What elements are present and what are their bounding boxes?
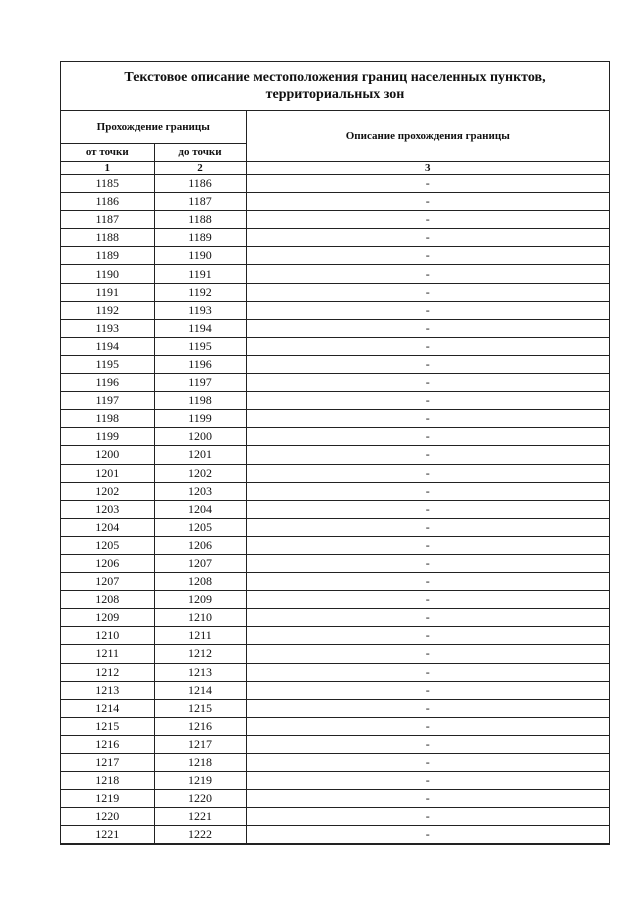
cell-description: - xyxy=(246,536,609,554)
cell-description: - xyxy=(246,355,609,373)
cell-to-point: 1189 xyxy=(154,229,246,247)
cell-from-point: 1198 xyxy=(61,410,154,428)
cell-description: - xyxy=(246,374,609,392)
cell-description: - xyxy=(246,247,609,265)
cell-from-point: 1186 xyxy=(61,193,154,211)
cell-to-point: 1204 xyxy=(154,500,246,518)
cell-description: - xyxy=(246,482,609,500)
cell-to-point: 1190 xyxy=(154,247,246,265)
table-row xyxy=(61,627,609,645)
cell-to-point: 1195 xyxy=(154,337,246,355)
cell-to-point: 1199 xyxy=(154,410,246,428)
cell-description: - xyxy=(246,464,609,482)
table-row xyxy=(61,500,609,518)
cell-from-point: 1201 xyxy=(61,464,154,482)
table-row xyxy=(61,446,609,464)
cell-from-point: 1191 xyxy=(61,283,154,301)
cell-description: - xyxy=(246,591,609,609)
table-row xyxy=(61,319,609,337)
cell-description: - xyxy=(246,681,609,699)
column-number-2: 2 xyxy=(154,162,246,175)
table-row xyxy=(61,301,609,319)
cell-from-point: 1190 xyxy=(61,265,154,283)
table-row xyxy=(61,591,609,609)
cell-from-point: 1221 xyxy=(61,826,154,844)
cell-from-point: 1204 xyxy=(61,518,154,536)
cell-description: - xyxy=(246,410,609,428)
cell-to-point: 1222 xyxy=(154,826,246,844)
table-row xyxy=(61,735,609,753)
table-row xyxy=(61,699,609,717)
cell-to-point: 1203 xyxy=(154,482,246,500)
cell-to-point: 1215 xyxy=(154,699,246,717)
cell-to-point: 1197 xyxy=(154,374,246,392)
cell-from-point: 1188 xyxy=(61,229,154,247)
table-row xyxy=(61,573,609,591)
column-number-3: 3 xyxy=(246,162,609,175)
cell-description: - xyxy=(246,446,609,464)
cell-description: - xyxy=(246,428,609,446)
cell-from-point: 1205 xyxy=(61,536,154,554)
cell-description: - xyxy=(246,699,609,717)
cell-from-point: 1220 xyxy=(61,808,154,826)
cell-to-point: 1188 xyxy=(154,211,246,229)
cell-to-point: 1221 xyxy=(154,808,246,826)
cell-from-point: 1185 xyxy=(61,175,154,193)
table-row xyxy=(61,663,609,681)
cell-to-point: 1194 xyxy=(154,319,246,337)
cell-from-point: 1207 xyxy=(61,573,154,591)
cell-from-point: 1194 xyxy=(61,337,154,355)
header-to-point: до точки xyxy=(154,144,246,162)
table-row xyxy=(61,645,609,663)
table-row xyxy=(61,790,609,808)
cell-from-point: 1199 xyxy=(61,428,154,446)
document-title: Текстовое описание местоположения границ населенных пунктов, территориальных зон xyxy=(61,62,609,111)
cell-description: - xyxy=(246,663,609,681)
cell-to-point: 1213 xyxy=(154,663,246,681)
cell-description: - xyxy=(246,265,609,283)
cell-from-point: 1212 xyxy=(61,663,154,681)
cell-from-point: 1203 xyxy=(61,500,154,518)
cell-description: - xyxy=(246,500,609,518)
cell-to-point: 1198 xyxy=(154,392,246,410)
cell-description: - xyxy=(246,283,609,301)
boundary-table xyxy=(61,111,609,844)
cell-to-point: 1219 xyxy=(154,772,246,790)
header-from-point: от точки xyxy=(61,144,154,162)
cell-from-point: 1202 xyxy=(61,482,154,500)
cell-from-point: 1197 xyxy=(61,392,154,410)
cell-from-point: 1208 xyxy=(61,591,154,609)
cell-from-point: 1192 xyxy=(61,301,154,319)
table-row xyxy=(61,374,609,392)
cell-description: - xyxy=(246,826,609,844)
cell-from-point: 1214 xyxy=(61,699,154,717)
cell-description: - xyxy=(246,175,609,193)
cell-description: - xyxy=(246,790,609,808)
cell-description: - xyxy=(246,301,609,319)
cell-description: - xyxy=(246,193,609,211)
header-boundary-passage: Прохождение границы xyxy=(61,111,246,144)
cell-to-point: 1220 xyxy=(154,790,246,808)
table-row xyxy=(61,392,609,410)
cell-to-point: 1186 xyxy=(154,175,246,193)
cell-from-point: 1217 xyxy=(61,754,154,772)
cell-from-point: 1209 xyxy=(61,609,154,627)
table-row xyxy=(61,247,609,265)
table-row xyxy=(61,464,609,482)
cell-from-point: 1210 xyxy=(61,627,154,645)
cell-description: - xyxy=(246,337,609,355)
table-row xyxy=(61,482,609,500)
cell-from-point: 1196 xyxy=(61,374,154,392)
cell-to-point: 1202 xyxy=(154,464,246,482)
table-row xyxy=(61,229,609,247)
cell-description: - xyxy=(246,319,609,337)
table-row xyxy=(61,826,609,844)
cell-to-point: 1201 xyxy=(154,446,246,464)
table-row xyxy=(61,428,609,446)
cell-to-point: 1212 xyxy=(154,645,246,663)
cell-from-point: 1200 xyxy=(61,446,154,464)
cell-to-point: 1205 xyxy=(154,518,246,536)
cell-to-point: 1208 xyxy=(154,573,246,591)
boundary-description-sheet xyxy=(60,61,610,845)
table-row xyxy=(61,808,609,826)
cell-description: - xyxy=(246,229,609,247)
cell-from-point: 1219 xyxy=(61,790,154,808)
cell-to-point: 1214 xyxy=(154,681,246,699)
cell-from-point: 1211 xyxy=(61,645,154,663)
cell-to-point: 1217 xyxy=(154,735,246,753)
table-row xyxy=(61,211,609,229)
cell-to-point: 1218 xyxy=(154,754,246,772)
cell-to-point: 1207 xyxy=(154,554,246,572)
table-row xyxy=(61,193,609,211)
cell-from-point: 1187 xyxy=(61,211,154,229)
table-row xyxy=(61,609,609,627)
cell-to-point: 1191 xyxy=(154,265,246,283)
cell-to-point: 1193 xyxy=(154,301,246,319)
cell-to-point: 1192 xyxy=(154,283,246,301)
cell-from-point: 1195 xyxy=(61,355,154,373)
table-row xyxy=(61,175,609,193)
cell-from-point: 1216 xyxy=(61,735,154,753)
cell-description: - xyxy=(246,554,609,572)
table-row xyxy=(61,355,609,373)
cell-description: - xyxy=(246,645,609,663)
cell-to-point: 1196 xyxy=(154,355,246,373)
cell-description: - xyxy=(246,627,609,645)
table-row xyxy=(61,772,609,790)
table-body xyxy=(61,175,609,844)
table-row xyxy=(61,754,609,772)
table-row xyxy=(61,554,609,572)
cell-to-point: 1200 xyxy=(154,428,246,446)
cell-to-point: 1206 xyxy=(154,536,246,554)
cell-description: - xyxy=(246,211,609,229)
table-row xyxy=(61,410,609,428)
cell-description: - xyxy=(246,609,609,627)
cell-from-point: 1213 xyxy=(61,681,154,699)
cell-from-point: 1189 xyxy=(61,247,154,265)
cell-to-point: 1211 xyxy=(154,627,246,645)
table-row xyxy=(61,681,609,699)
cell-to-point: 1187 xyxy=(154,193,246,211)
cell-to-point: 1210 xyxy=(154,609,246,627)
cell-description: - xyxy=(246,772,609,790)
table-row xyxy=(61,717,609,735)
cell-from-point: 1193 xyxy=(61,319,154,337)
cell-from-point: 1218 xyxy=(61,772,154,790)
cell-to-point: 1216 xyxy=(154,717,246,735)
cell-to-point: 1209 xyxy=(154,591,246,609)
table-row xyxy=(61,536,609,554)
cell-description: - xyxy=(246,518,609,536)
header-description: Описание прохождения границы xyxy=(246,111,609,162)
cell-description: - xyxy=(246,717,609,735)
table-row xyxy=(61,518,609,536)
table-row xyxy=(61,265,609,283)
table-row xyxy=(61,337,609,355)
table-row xyxy=(61,283,609,301)
cell-description: - xyxy=(246,392,609,410)
cell-description: - xyxy=(246,754,609,772)
cell-description: - xyxy=(246,735,609,753)
cell-description: - xyxy=(246,573,609,591)
cell-description: - xyxy=(246,808,609,826)
column-number-1: 1 xyxy=(61,162,154,175)
cell-from-point: 1215 xyxy=(61,717,154,735)
cell-from-point: 1206 xyxy=(61,554,154,572)
